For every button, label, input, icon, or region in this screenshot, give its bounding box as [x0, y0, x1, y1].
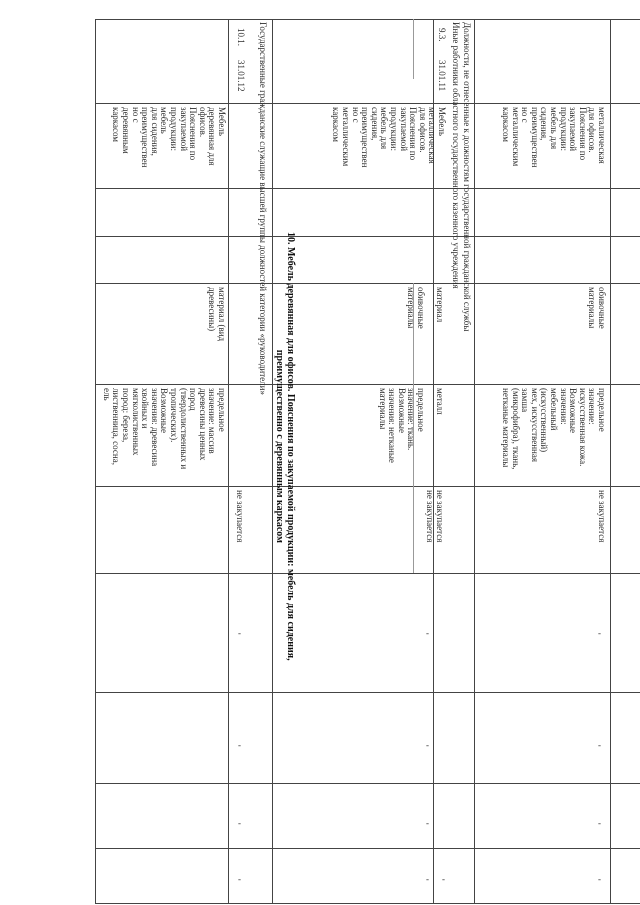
s2-row-code: 31.01.11 [437, 60, 447, 92]
grid-line-unit-col [95, 188, 640, 189]
s2-dash-5: - [442, 874, 445, 884]
s3-subheader: Государственные гражданские служащие высшей группы должностей категории «руководители» [258, 22, 268, 395]
grid-line-name-col [95, 103, 640, 104]
grid-line-section2-num-split [413, 19, 414, 79]
grid-line-status-col [95, 486, 640, 487]
s3-title: 10. Мебель деревянная для офисов. Пояснения по закупаемой продукции: мебель для сидения, преимущественно с деревянным каркасом [274, 232, 296, 661]
s2-row-num: 9.3. [437, 28, 447, 42]
s3-dash-1: - [238, 628, 241, 638]
grid-line-col-9 [95, 783, 640, 784]
s3-row-code: 31.01.12 [236, 60, 246, 92]
s2-status-1: не закупается [435, 490, 445, 543]
grid-line-bottom [95, 903, 640, 904]
s2-characteristic-1: материал [435, 287, 445, 323]
s1-dash-1: - [598, 628, 601, 638]
grid-line-section3-title [272, 19, 273, 904]
s3-status-cell: не закупается [235, 490, 245, 543]
s1-name-cell: металлическая для офисов. Пояснения по закупаемой продукции: мебель для сидения, преимуществен но с металлическим каркасом [501, 107, 607, 168]
s1-dash-4: - [598, 874, 601, 884]
s3-dash-3: - [238, 818, 241, 828]
grid-line-top [95, 19, 640, 20]
grid-line-section3-row [228, 19, 229, 904]
s1-norm-cell: предельное значение: искусственная кожа. Возможные значения: мебельный (искусственный) мех, искусственная замша (микрофибра), ткань, нетканые материалы [501, 388, 607, 470]
s2-dash-3: - [426, 818, 429, 828]
s3-characteristic-cell: материал (вид древесины) [207, 287, 227, 342]
grid-line-row-left [95, 19, 96, 904]
s2-norm-2: предельное значение: ткань. Возможные значения: нетканые материалы [377, 388, 426, 463]
grid-line-col-10 [95, 848, 640, 849]
s2-characteristic-2: обивочные материалы [406, 287, 426, 329]
s2-subheader: Иные работники областного государственного казенного учреждения [451, 22, 461, 289]
s2-header: Должности, не отнесенные к должностям государственной гражданской службы [462, 22, 472, 332]
s3-norm-cell: предельное значение: массив древесины ценных пород (твердолиственных и тропических). Возможные значения: древесина хвойных и мягколиственных пород: береза, лиственница, сосна, ель [101, 388, 227, 470]
s3-dash-2: - [238, 740, 241, 750]
s2-status-2: не закупается [425, 490, 435, 543]
s2-norm-1: металл [435, 388, 445, 415]
s3-name-cell: Мебель деревянная для офисов. Пояснения по закупаемой продукции: мебель для сидения, преимуществен но с деревянным каркасом [111, 107, 227, 168]
grid-line-char-col [95, 283, 640, 284]
grid-line-row-right [610, 19, 611, 904]
s3-row-num: 10.1. [236, 28, 246, 46]
s3-dash-4: - [238, 874, 241, 884]
s2-dash-4: - [426, 874, 429, 884]
grid-line-section2-header [474, 19, 475, 904]
grid-line-code-col [95, 236, 640, 237]
s1-dash-3: - [598, 818, 601, 828]
s2-name-cell: Мебель металлическая для офисов. Пояснения по закупаемой продукции: мебель для сидения, преимуществен но с металлическим каркасом [331, 107, 447, 168]
s1-characteristic-cell: обивочные материалы [587, 287, 607, 329]
grid-line-col-7 [95, 573, 640, 574]
grid-line-norm-col [95, 384, 640, 385]
s2-dash-1: - [426, 628, 429, 638]
s1-dash-2: - [598, 740, 601, 750]
grid-line-col-8 [95, 692, 640, 693]
s2-dash-2: - [426, 740, 429, 750]
s1-status-cell: не закупается [597, 490, 607, 543]
